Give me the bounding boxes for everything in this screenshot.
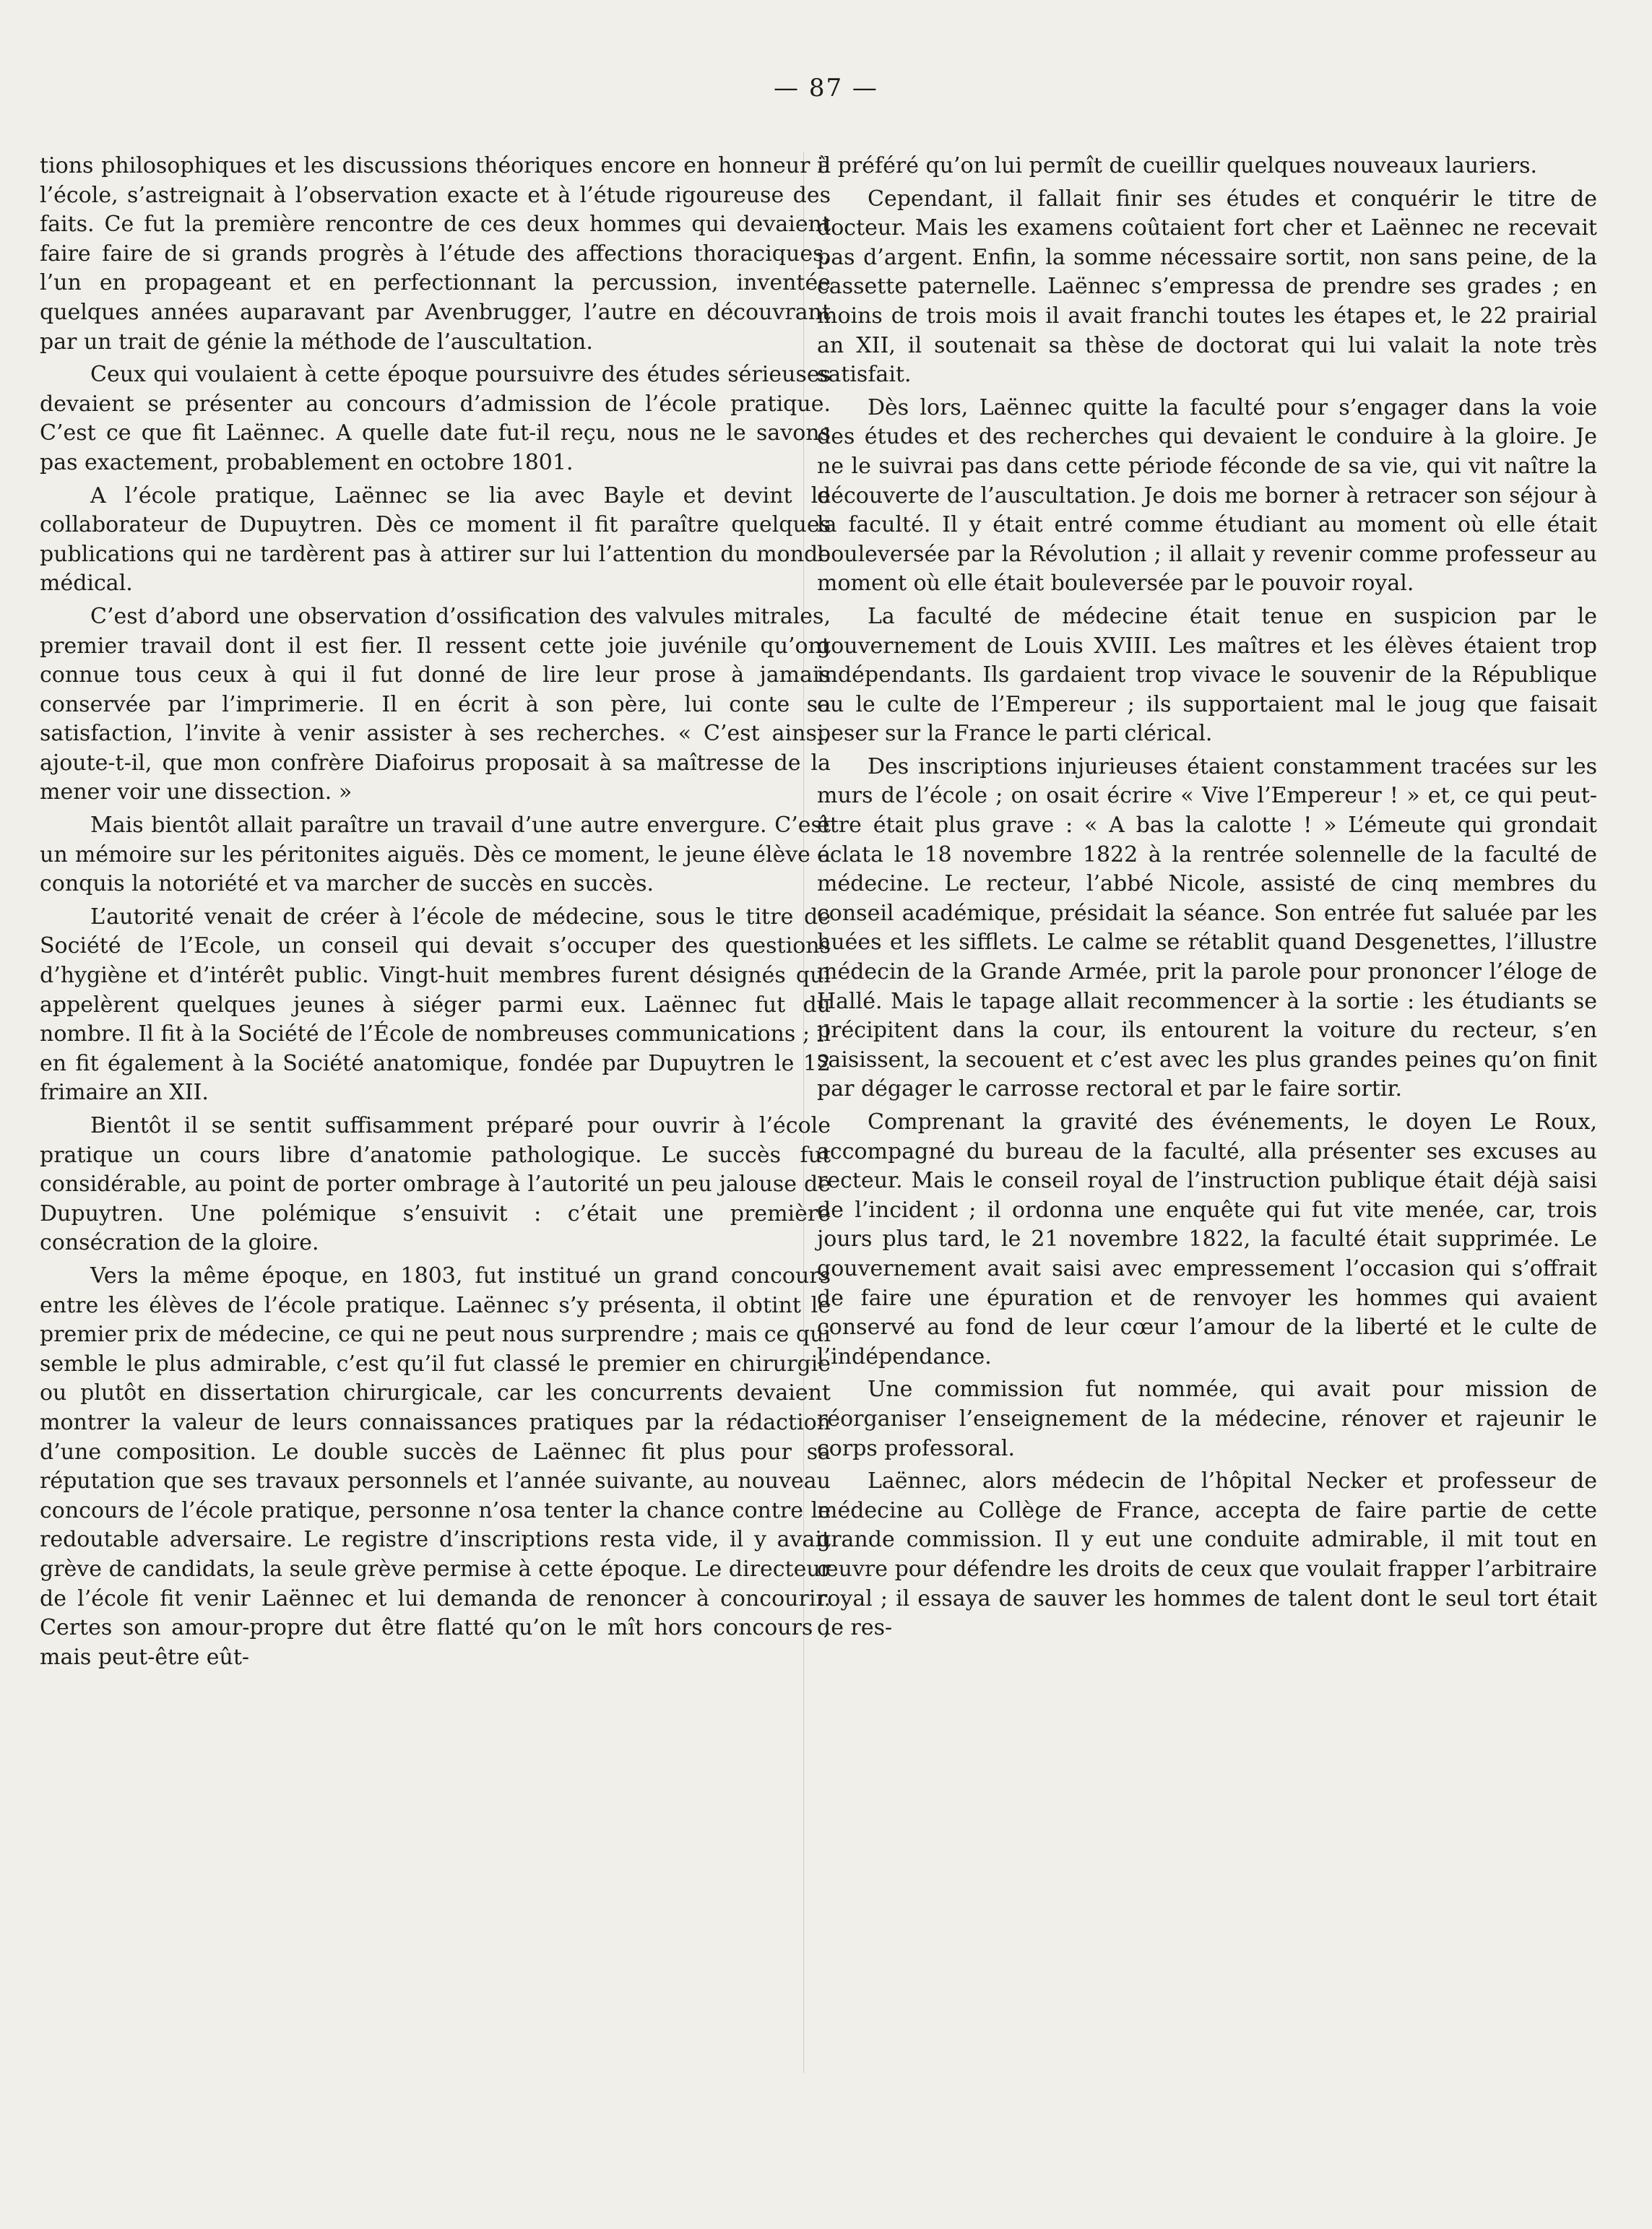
- paragraph: il préféré qu’on lui permît de cueillir quelques nouveaux lauriers.: [817, 153, 1538, 178]
- column-divider: [803, 152, 804, 2073]
- paragraph: Dès lors, Laënnec quitte la faculté pour s’engager dans la voie des études et des recherches qui devaient le conduire à la gloire. Je ne le suivrai pas dans cette période féconde de sa vie, qui vit naître la découverte de l’auscultation. Je dois me borner à retracer son séjour à la faculté. Il y était entré comme étudiant au moment où elle était bouleversée par la Révolution ; il allait y revenir comme professeur au moment où elle était bouleversée par le pouvoir royal.: [817, 394, 1597, 597]
- paragraph: Bientôt il se sentit suffisamment préparé pour ouvrir à l’école pratique un cours libre d’anatomie pathologique. Le succès fut considérable, au point de porter ombrage à l’autorité un peu jalouse de Dupuytren. Une polémique s’ensuivit : c’était une première consécration de la gloire.: [40, 1113, 831, 1256]
- paragraph: tions philosophiques et les discussions théoriques encore en honneur à l’école, s’astreignait à l’observation exacte et à l’étude rigoureuse des faits. Ce fut la première rencontre de ces deux hommes qui devaient faire faire de si grands progrès à l’étude des affections thoraciques, l’un en propageant et en perfectionnant la percussion, inventée quelques années auparavant par Avenbrugger, l’autre en découvrant par un trait de génie la méthode de l’auscultation.: [40, 153, 831, 355]
- paragraph: Mais bientôt allait paraître un travail d’une autre envergure. C’est un mémoire sur les péritonites aiguës. Dès ce moment, le jeune élève a conquis la notoriété et va marcher de succès en succès.: [40, 813, 831, 897]
- paragraph: C’est d’abord une observation d’ossification des valvules mitrales, premier travail dont il est fier. Il ressent cette joie juvénile qu’ont connue tous ceux à qui il fut donné de lire leur prose à jamais conservée par l’imprimerie. Il en écrit à son père, lui conte sa satisfaction, l’invite à venir assister à ses recherches. « C’est ainsi, ajoute-t-il, que mon confrère Diafoirus proposait à sa maîtresse de la mener voir une dissection. »: [40, 603, 831, 805]
- paragraph: Vers la même époque, en 1803, fut institué un grand concours entre les élèves de l’école pratique. Laënnec s’y présenta, il obtint le premier prix de médecine, ce qui ne peut nous surprendre ; mais ce qui semble le plus admirable, c’est qu’il fut classé le premier en chirurgie ou plutôt en dissertation chirurgicale, car les concurrents devaient montrer la valeur de leurs connaissances pratiques par la rédaction d’une composition. Le double succès de Laënnec fit plus pour sa réputation que ses travaux personnels et l’année suivante, au nouveau concours de l’école pratique, personne n’osa tenter la chance contre le redoutable adversaire. Le registre d’inscriptions resta vide, il y avait grève de candidats, la seule grève permise à cette époque. Le directeur de l’école fit venir Laënnec et lui demanda de renoncer à concourir. Certes son amour-propre dut être flatté qu’on le mît hors concours ; mais peut-être eût-: [40, 1263, 831, 1670]
- paragraph: A l’école pratique, Laënnec se lia avec Bayle et devint le collaborateur de Dupuytren. Dès ce moment il fit paraître quelques publications qui ne tardèrent pas à attirer sur lui l’attention du monde médical.: [40, 482, 831, 597]
- paragraph: Des inscriptions injurieuses étaient constamment tracées sur les murs de l’école ; on osait écrire « Vive l’Empereur ! » et, ce qui peut-être était plus grave : « A bas la calotte ! » L’émeute qui grondait éclata le 18 novembre 1822 à la rentrée solennelle de la faculté de médecine. Le recteur, l’abbé Nicole, assisté de cinq membres du conseil académique, présidait la séance. Son entrée fut saluée par les huées et les sifflets. Le calme se rétablit quand Desgenettes, l’illustre médecin de la Grande Armée, prit la parole pour prononcer l’éloge de Hallé. Mais le tapage allait recommencer à la sortie : les étudiants se précipitent dans la cour, ils entourent la voiture du recteur, s’en saisissent, la secouent et c’est avec les plus grandes peines qu’on finit par dégager le carrosse rectoral et par le faire sortir.: [817, 753, 1597, 1102]
- paragraph: Laënnec, alors médecin de l’hôpital Necker et professeur de médecine au Collège de France, accepta de faire partie de cette grande commission. Il y eut une conduite admirable, il mit tout en œuvre pour défendre les droits de ceux que voulait frapper l’arbitraire royal ; il essaya de sauver les hommes de talent dont le seul tort était de res-: [817, 1468, 1597, 1641]
- paragraph: L’autorité venait de créer à l’école de médecine, sous le titre de Société de l’Ecole, un conseil qui devait s’occuper des questions d’hygiène et d’intérêt public. Vingt-huit membres furent désignés qui appelèrent quelques jeunes à siéger parmi eux. Laënnec fut du nombre. Il fit à la Société de l’École de nombreuses communications ; il en fit également à la Société anatomique, fondée par Dupuytren le 12 frimaire an XII.: [40, 904, 831, 1106]
- paragraph: Une commission fut nommée, qui avait pour mission de réorganiser l’enseignement de la médecine, rénover et rajeunir le corps professoral.: [817, 1377, 1597, 1461]
- paragraph: Cependant, il fallait finir ses études et conquérir le titre de docteur. Mais les examens coûtaient fort cher et Laënnec ne recevait pas d’argent. Enfin, la somme nécessaire sortit, non sans peine, de la cassette paternelle. Laënnec s’empressa de prendre ses grades ; en moins de trois mois il avait franchi toutes les étapes et, le 22 prairial an XII, il soutenait sa thèse de doctorat qui lui valait la note très satisfait.: [817, 186, 1597, 388]
- page-number: — 87 —: [774, 74, 878, 103]
- left-column: [40, 152, 831, 1676]
- paragraph: Ceux qui voulaient à cette époque poursuivre des études sérieuses devaient se présenter au concours d’admission de l’école pratique. C’est ce que fit Laënnec. A quelle date fut-il reçu, nous ne le savons pas exactement, probablement en octobre 1801.: [40, 362, 831, 475]
- right-column: [817, 152, 1597, 1647]
- paragraph: La faculté de médecine était tenue en suspicion par le gouvernement de Louis XVIII. Les maîtres et les élèves étaient trop indépendants. Ils gardaient trop vivace le souvenir de la République ou le culte de l’Empereur ; ils supportaient mal le joug que faisait peser sur la France le parti clérical.: [817, 603, 1597, 747]
- paragraph: Comprenant la gravité des événements, le doyen Le Roux, accompagné du bureau de la faculté, alla présenter ses excuses au recteur. Mais le conseil royal de l’instruction publique était déjà saisi de l’incident ; il ordonna une enquête qui fut vite menée, car, trois jours plus tard, le 21 novembre 1822, la faculté était supprimée. Le gouvernement avait saisi avec empressement l’occasion qui s’offrait de faire une épuration et de renvoyer les hommes qui avaient conservé au fond de leur cœur l’amour de la liberté et le culte de l’indépendance.: [817, 1109, 1597, 1369]
